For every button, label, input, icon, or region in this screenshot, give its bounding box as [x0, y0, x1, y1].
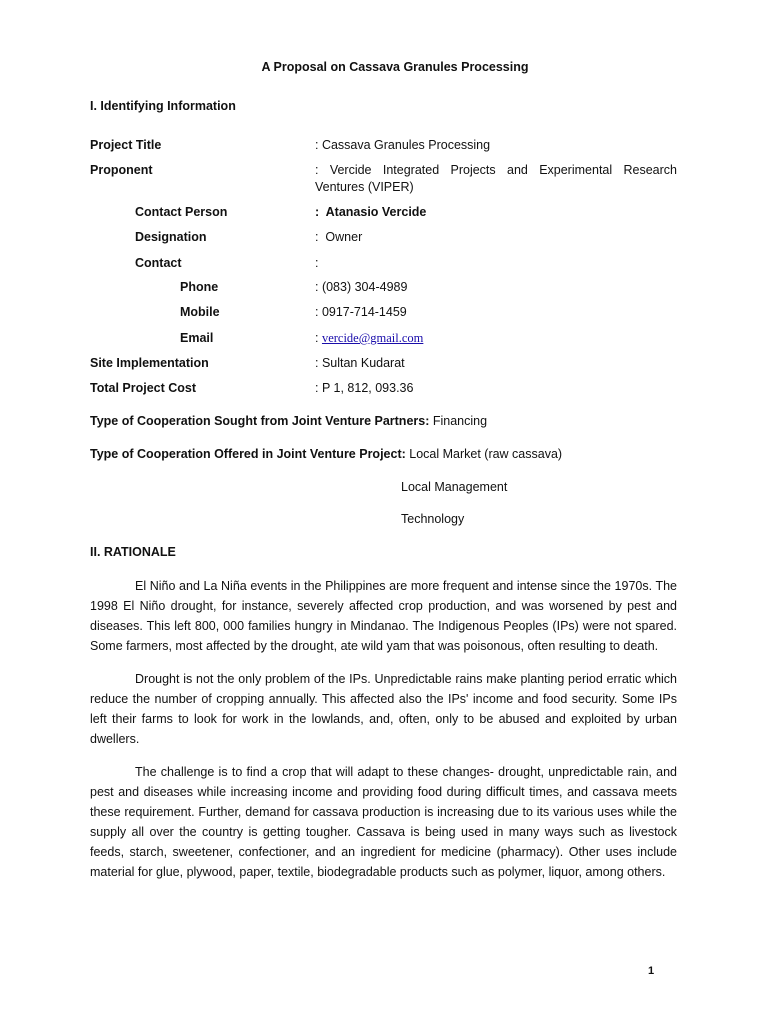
project-title-label: Project Title [90, 138, 162, 152]
designation-label: Designation [135, 230, 207, 244]
mobile-label: Mobile [180, 305, 220, 319]
project-title-value: : Cassava Granules Processing [315, 138, 491, 152]
contact-label: Contact [135, 256, 182, 270]
designation-value: : Owner [315, 230, 363, 244]
cooperation-sought-value: Financing [429, 414, 488, 428]
phone-label: Phone [180, 280, 219, 294]
cooperation-offered-item: Local Market (raw cassava) [405, 447, 563, 461]
email-prefix: : [315, 331, 322, 345]
rationale-paragraph: El Niño and La Niña events in the Philippines are more frequent and intense since the 1970s. The 1998 El Niño drought, for instance, severely affected crop production, and was worsened by pest and diseases. This left 800, 000 families hungry in Mindanao. The Indigenous Peoples (IPs) were not spared. Some farmers, most affected by the drought, ate wild yam that was poisonous, often resulting to death. [90, 579, 677, 653]
proponent-value: : Vercide Integrated Projects and Experimental Research Ventures (VIPER) [315, 163, 677, 194]
cooperation-sought-line [90, 413, 487, 430]
contact-person-label: Contact Person [135, 205, 228, 219]
mobile-value: : 0917-714-1459 [315, 305, 407, 319]
cooperation-sought-label: Type of Cooperation Sought from Joint Venture Partners: [90, 414, 430, 428]
document-title: A Proposal on Cassava Granules Processing [261, 60, 529, 74]
total-project-cost-value: : P 1, 812, 093.36 [315, 381, 414, 395]
email-row [315, 330, 423, 347]
section-heading-identifying-information: I. Identifying Information [90, 99, 236, 113]
email-label: Email [180, 331, 214, 345]
site-implementation-value: : Sultan Kudarat [315, 356, 405, 370]
cooperation-offered-label: Type of Cooperation Offered in Joint Venture Project: [90, 447, 406, 461]
contact-person-value: : Atanasio Vercide [315, 205, 427, 219]
section-heading-rationale: II. RATIONALE [90, 545, 176, 559]
cooperation-offered-line [90, 446, 562, 463]
phone-value: : (083) 304-4989 [315, 280, 408, 294]
total-project-cost-label: Total Project Cost [90, 381, 197, 395]
rationale-paragraph: The challenge is to find a crop that will adapt to these changes- drought, unpredictable rain, and pest and diseases while increasing income and providing food during difficult times, and cassava meets these requirement. Further, demand for cassava production is increasing due to its various uses while the supply all over the country is getting tougher. Cassava is being used in many ways such as livestock feeds, starch, sweetener, confectioner, and an ingredient for medicine (pharmacy). Other uses include material for glue, plywood, paper, textile, biodegradable products such as polymer, liquor, among others. [90, 765, 677, 879]
cooperation-offered-item: Technology [401, 512, 465, 526]
page-number: 1 [648, 965, 655, 977]
email-link[interactable]: vercide@gmail.com [321, 331, 424, 345]
site-implementation-label: Site Implementation [90, 356, 209, 370]
proponent-label: Proponent [90, 163, 153, 177]
rationale-paragraph: Drought is not the only problem of the IPs. Unpredictable rains make planting period erratic which reduce the number of cropping annually. This affected also the IPs' income and food security. Some IPs left their farms to look for work in the lowlands, and, often, only to be abused and exploited by urban dwellers. [90, 672, 677, 746]
cooperation-offered-item: Local Management [401, 480, 508, 494]
contact-value: : [315, 256, 319, 270]
